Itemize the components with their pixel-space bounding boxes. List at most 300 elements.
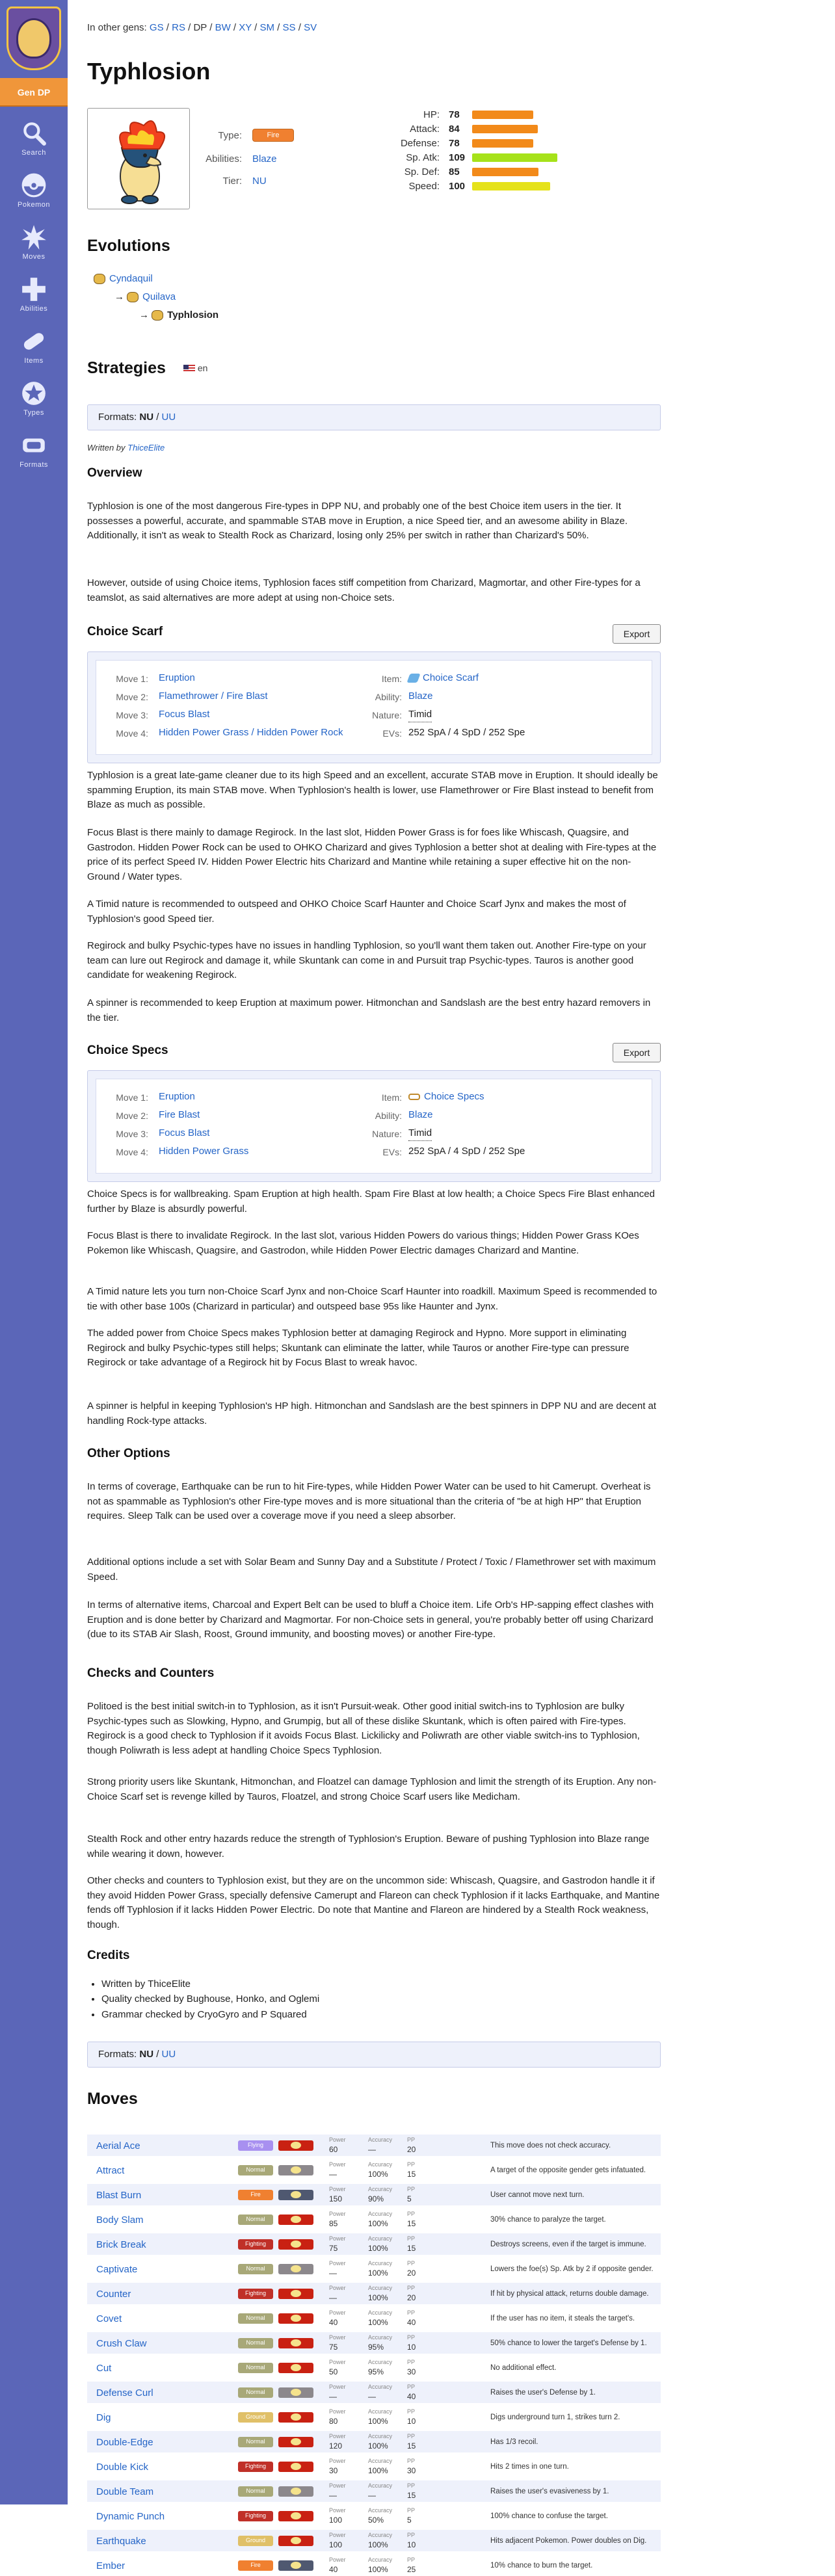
type-badge-fire[interactable]: Fire: [252, 129, 294, 142]
move-name[interactable]: Covet: [96, 2313, 122, 2324]
move-pp: 40: [407, 2392, 416, 2401]
move-accuracy: 100%: [368, 2268, 388, 2278]
move-power: 75: [329, 2244, 338, 2253]
move-pp: 15: [407, 2219, 416, 2228]
item-link[interactable]: Choice Specs: [424, 1091, 484, 1102]
move-category-icon: [278, 2437, 313, 2447]
format-uu[interactable]: UU: [161, 2049, 176, 2060]
accuracy-header: Accuracy: [368, 2309, 393, 2316]
checks-heading: Checks and Counters: [87, 1666, 215, 1680]
accuracy-header: Accuracy: [368, 2186, 393, 2192]
move-1-label: Move 1:: [116, 674, 148, 684]
nature-value[interactable]: Timid: [408, 707, 432, 722]
type-label: Type:: [218, 130, 242, 141]
language-code: en: [197, 363, 208, 373]
checks-p4: Other checks and counters to Typhlosion exist, but they are on the uncommon side: Whiscash, Quagsire, and Gastrodon handle it if they avoid Hidden Power Grass, specially defensive Camerupt and Flareon can check Typhlosion if it lacks Earthquake, and Mantine fends off Typhlosion if it lacks Hidden Power Electric. Do note that Mantine and Flareon are hindered by a Stealth Rock weakness, though.: [87, 1875, 660, 1930]
move-power: 30: [329, 2466, 338, 2475]
sidebar: [0, 0, 68, 2504]
power-header: Power: [329, 2433, 346, 2439]
move-description: Raises the user's Defense by 1.: [490, 2389, 596, 2397]
power-header: Power: [329, 2507, 346, 2514]
accuracy-header: Accuracy: [368, 2556, 393, 2563]
move-accuracy: 100%: [368, 2565, 388, 2574]
ability-link[interactable]: Blaze: [408, 690, 433, 702]
scarf-p2: Focus Blast is there mainly to damage Regirock. In the last slot, Hidden Power Grass is for foes like Whiscash, Quagsire, and Gastrodon. Hidden Power Rock can be used to OHKO Charizard and gives Typhlosion a better shot at dealing with Fire-types at the price of its perfect Speed IV. Hidden Power Electric hits Charizard and Mantine while retaining a super effective hit on the non-Ground / Water types.: [87, 827, 657, 882]
overview-p2: However, outside of using Choice items, Typhlosion faces stiff competition from Charizard, Magmortar, and other Fire-types for a teamslot, as said alternatives are more adept at using non-Choice sets.: [87, 577, 641, 603]
move-row[interactable]: [87, 2381, 661, 2403]
move-name[interactable]: Ember: [96, 2560, 126, 2571]
move-row[interactable]: [87, 2430, 661, 2452]
pokeball-icon: [20, 172, 47, 199]
move-category-icon: [278, 2338, 313, 2348]
credits-heading: Credits: [87, 1949, 130, 1962]
power-header: Power: [329, 2161, 346, 2168]
stat-value: 85: [449, 166, 460, 177]
move-category-icon: [278, 2165, 313, 2175]
nav-search[interactable]: [0, 113, 68, 165]
move-category-icon: [278, 2486, 313, 2497]
move-name[interactable]: Captivate: [96, 2264, 138, 2275]
stat-bar: [472, 168, 538, 176]
move-description: If hit by physical attack, returns double damage.: [490, 2290, 649, 2298]
move-category-icon: [278, 2536, 313, 2546]
gen-link-ss[interactable]: SS: [282, 22, 296, 33]
formats-label: Formats:: [98, 2049, 137, 2060]
move-pp: 5: [407, 2516, 412, 2525]
formats-label: Formats:: [98, 412, 137, 423]
export-button[interactable]: Export: [613, 624, 661, 644]
move-pp: 30: [407, 2367, 416, 2376]
author-link[interactable]: ThiceElite: [127, 443, 165, 453]
move-4-label: Move 4:: [116, 728, 148, 739]
pp-header: PP: [407, 2556, 416, 2563]
other-options-p3: In terms of alternative items, Charcoal and Expert Belt can be used to bluff a Choice item. Life Orb's HP-sapping effect clashes with Eruption and is done better by Charizard and Magmortar. For non-Choice sets in general, you're probably better off using Charizard (due to its STAB Air Slash, Roost, Ground immunity, and boosting moves) or another Fire-type.: [87, 1599, 654, 1640]
accuracy-header: Accuracy: [368, 2482, 393, 2489]
move-accuracy: 100%: [368, 2170, 388, 2179]
power-header: Power: [329, 2482, 346, 2489]
move-power: —: [329, 2293, 337, 2302]
move-pp: 10: [407, 2417, 416, 2426]
move-description: If the user has no item, it steals the target's.: [490, 2315, 635, 2322]
gen-link-gs[interactable]: GS: [149, 22, 164, 33]
move-description: Digs underground turn 1, strikes turn 2.: [490, 2413, 620, 2421]
specs-p5: A spinner is helpful in keeping Typhlosion's HP high. Hitmonchan and Sandslash are the best spinners in DPP NU and are decent at handling Rock-type attacks.: [87, 1400, 657, 1426]
move-row[interactable]: [87, 2529, 661, 2551]
set-choice-scarf-heading: Choice Scarf: [87, 625, 163, 638]
move-category-icon: [278, 2190, 313, 2200]
pp-header: PP: [407, 2136, 416, 2143]
gen-link-xy[interactable]: XY: [239, 22, 252, 33]
move-power: 40: [329, 2318, 338, 2327]
pp-header: PP: [407, 2532, 416, 2538]
move-description: Destroys screens, even if the target is immune.: [490, 2241, 646, 2248]
pp-header: PP: [407, 2384, 416, 2390]
other-options-heading: Other Options: [87, 1447, 170, 1460]
accuracy-header: Accuracy: [368, 2334, 393, 2341]
stat-bar: [472, 125, 538, 133]
move-accuracy: 100%: [368, 2441, 388, 2451]
format-nu[interactable]: NU: [139, 2049, 154, 2060]
move-accuracy: 100%: [368, 2318, 388, 2327]
tier-link[interactable]: NU: [252, 176, 267, 187]
typhlosion-mini-icon: [152, 310, 163, 321]
move-pp: 10: [407, 2343, 416, 2352]
nav-moves[interactable]: [0, 217, 68, 269]
power-header: Power: [329, 2384, 346, 2390]
power-header: Power: [329, 2458, 346, 2464]
move-row[interactable]: [87, 2480, 661, 2502]
stat-bar: [472, 111, 533, 119]
move-pp: 5: [407, 2194, 412, 2203]
move-type-badge[interactable]: Fire: [238, 2560, 273, 2571]
move-power: —: [329, 2170, 337, 2179]
power-header: Power: [329, 2285, 346, 2291]
move-4[interactable]: Hidden Power Grass / Hidden Power Rock: [159, 727, 343, 738]
move-pp: 25: [407, 2565, 416, 2574]
move-accuracy: 50%: [368, 2516, 384, 2525]
move-type-badge[interactable]: Ground: [238, 2536, 273, 2546]
move-type-badge[interactable]: Flying: [238, 2140, 273, 2151]
gen-link-bw[interactable]: BW: [215, 22, 231, 33]
accuracy-header: Accuracy: [368, 2285, 393, 2291]
move-category-icon: [278, 2363, 313, 2373]
evs-label: EVs:: [382, 1147, 402, 1157]
move-description: 100% chance to confuse the target.: [490, 2512, 608, 2520]
stat-bar: [472, 139, 533, 148]
move-accuracy: —: [368, 2491, 376, 2500]
accuracy-header: Accuracy: [368, 2235, 393, 2242]
move-accuracy: 100%: [368, 2417, 388, 2426]
power-header: Power: [329, 2532, 346, 2538]
move-category-icon: [278, 2289, 313, 2299]
move-row[interactable]: [87, 2282, 661, 2304]
pp-header: PP: [407, 2408, 416, 2415]
formats-box-top: Formats: NU / UU: [87, 404, 661, 430]
specs-p2: Focus Blast is there to invalidate Regirock. In the last slot, various Hidden Powers do various things; Hidden Power Grass KOes Pokemon like Whiscash, Quagsire, and Gastrodon, while Hidden Power Electric damages Charizard and Mantine.: [87, 1230, 639, 1256]
nav-formats[interactable]: [0, 425, 68, 477]
power-header: Power: [329, 2408, 346, 2415]
evo-row-1: [94, 272, 153, 286]
pp-header: PP: [407, 2235, 416, 2242]
scarf-icon: [406, 674, 420, 683]
move-category-icon: [278, 2560, 313, 2571]
gen-link-rs[interactable]: RS: [172, 22, 185, 33]
move-1[interactable]: Eruption: [159, 672, 195, 683]
move-1[interactable]: Eruption: [159, 1091, 195, 1102]
move-3[interactable]: Focus Blast: [159, 1127, 210, 1138]
nav-label: Pokemon: [18, 201, 50, 209]
move-name[interactable]: Dig: [96, 2412, 111, 2423]
move-type-badge[interactable]: Fighting: [238, 2462, 273, 2472]
move-power: 100: [329, 2540, 343, 2549]
evo-row-2: [114, 290, 176, 304]
specs-p3: A Timid nature lets you turn non-Choice Scarf Jynx and non-Choice Scarf Haunter into roadkill. Maximum Speed is recommended to tie with other base 100s (Charizard in particular) and outspeed base 95s like Haunter and Jynx.: [87, 1286, 657, 1312]
move-description: Lowers the foe(s) Sp. Atk by 2 if opposite gender.: [490, 2265, 654, 2273]
ability-label: Ability:: [375, 692, 402, 702]
move-row[interactable]: [87, 2134, 661, 2156]
specs-p4: The added power from Choice Specs makes Typhlosion better at damaging Regirock and Hypno. More support in eliminating Regirock and bulky Psychic-types still helps; Skuntank can eliminate the latter, while Tauros or another Fire-type can pressure Regirock or take advantage of a Regirock hit by Focus Blast to wreak havoc.: [87, 1328, 630, 1368]
move-description: No additional effect.: [490, 2364, 557, 2372]
set-choice-specs-heading: Choice Specs: [87, 1044, 168, 1057]
move-accuracy: 100%: [368, 2466, 388, 2475]
item-label: Item:: [381, 1092, 402, 1103]
move-type-badge[interactable]: Fighting: [238, 2289, 273, 2299]
move-category-icon: [278, 2412, 313, 2423]
evo-cyndaquil[interactable]: Cyndaquil: [109, 273, 153, 284]
move-type-badge[interactable]: Fighting: [238, 2511, 273, 2521]
power-header: Power: [329, 2556, 346, 2563]
pp-header: PP: [407, 2260, 416, 2267]
nav-label: Formats: [20, 461, 48, 469]
move-pp: 20: [407, 2293, 416, 2302]
move-name[interactable]: Counter: [96, 2289, 131, 2300]
accuracy-header: Accuracy: [368, 2359, 393, 2365]
accuracy-header: Accuracy: [368, 2507, 393, 2514]
pp-header: PP: [407, 2285, 416, 2291]
move-type-badge[interactable]: Ground: [238, 2412, 273, 2423]
move-accuracy: 100%: [368, 2293, 388, 2302]
pp-header: PP: [407, 2309, 416, 2316]
move-type-badge[interactable]: Normal: [238, 2387, 273, 2398]
language-selector[interactable]: [183, 361, 207, 375]
item-value: [408, 671, 479, 685]
pp-header: PP: [407, 2507, 416, 2514]
move-pp: 20: [407, 2268, 416, 2278]
move-name[interactable]: Blast Burn: [96, 2190, 142, 2201]
accuracy-header: Accuracy: [368, 2384, 393, 2390]
power-header: Power: [329, 2136, 346, 2143]
page-title: Typhlosion: [87, 58, 211, 85]
move-name[interactable]: Attract: [96, 2165, 125, 2176]
stat-bar: [472, 182, 550, 191]
power-header: Power: [329, 2334, 346, 2341]
checks-p3: Stealth Rock and other entry hazards reduce the strength of Typhlosion's Eruption. Beware of pushing Typhlosion into Blaze range while wearing it down, however.: [87, 1833, 650, 1860]
nature-label: Nature:: [372, 1129, 402, 1139]
move-description: Hits adjacent Pokemon. Power doubles on Dig.: [490, 2537, 647, 2545]
credit-item: • Grammar checked by CryoGyro and P Squared: [101, 2007, 319, 2022]
move-2-label: Move 2:: [116, 692, 148, 702]
move-2[interactable]: Fire Blast: [159, 1109, 200, 1120]
power-header: Power: [329, 2309, 346, 2316]
move-category-icon: [278, 2511, 313, 2521]
evo-typhlosion: Typhlosion: [167, 309, 219, 321]
nature-label: Nature:: [372, 710, 402, 720]
move-name[interactable]: Crush Claw: [96, 2338, 147, 2349]
move-name[interactable]: Defense Curl: [96, 2387, 153, 2399]
power-header: Power: [329, 2260, 346, 2267]
move-type-badge[interactable]: Normal: [238, 2363, 273, 2373]
move-type-badge[interactable]: Normal: [238, 2437, 273, 2447]
move-accuracy: 100%: [368, 2219, 388, 2228]
move-row[interactable]: [87, 2332, 661, 2354]
move-type-badge[interactable]: Fighting: [238, 2239, 273, 2250]
stat-label: Speed:: [408, 181, 440, 192]
move-description: User cannot move next turn.: [490, 2191, 585, 2199]
pp-header: PP: [407, 2433, 416, 2439]
move-row[interactable]: [87, 2504, 661, 2527]
move-description: 30% chance to paralyze the target.: [490, 2216, 606, 2224]
move-name[interactable]: Body Slam: [96, 2215, 144, 2226]
move-pp: 15: [407, 2244, 416, 2253]
evo-arrow: →: [139, 309, 149, 321]
move-type-badge[interactable]: Fire: [238, 2190, 273, 2200]
move-power: 40: [329, 2565, 338, 2574]
move-accuracy: 90%: [368, 2194, 384, 2203]
stat-value: 84: [449, 124, 460, 135]
move-category-icon: [278, 2215, 313, 2225]
credits-list: [101, 1977, 319, 2022]
checks-p1: Politoed is the best initial switch-in to Typhlosion, as it isn't Pursuit-weak. Other good initial switch-ins to Typhlosion are bulky Psychic-types such as Slowking, Hypno, and Grumpig, but all of these dislike Skuntank, which is often paired with Fire-types. Regirock is a good check to Typhlosion if it avoids Focus Blast. Lickilicky and Poliwrath are other viable switch-ins to Typhlosion, though Poliwrath is less adept at handling Choice Specs Typhlosion.: [87, 1701, 640, 1756]
format-nu[interactable]: NU: [139, 412, 154, 423]
overview-heading: Overview: [87, 466, 142, 480]
nature-value[interactable]: Timid: [408, 1126, 432, 1141]
accuracy-header: Accuracy: [368, 2211, 393, 2217]
move-accuracy: 95%: [368, 2367, 384, 2376]
move-row[interactable]: [87, 2554, 661, 2576]
stat-label: HP:: [423, 109, 440, 120]
move-4-label: Move 4:: [116, 1147, 148, 1157]
power-header: Power: [329, 2211, 346, 2217]
move-2-label: Move 2:: [116, 1111, 148, 1121]
nav-abilities[interactable]: [0, 269, 68, 321]
move-name[interactable]: Earthquake: [96, 2536, 146, 2547]
scarf-p5: A spinner is recommended to keep Eruption at maximum power. Hitmonchan and Sandslash are the best entry hazard removers in the tier.: [87, 997, 651, 1023]
move-name[interactable]: Brick Break: [96, 2239, 146, 2250]
gen-current: DP: [193, 22, 207, 33]
move-row[interactable]: [87, 2233, 661, 2255]
accuracy-header: Accuracy: [368, 2136, 393, 2143]
move-name[interactable]: Aerial Ace: [96, 2140, 140, 2151]
overview-p1: Typhlosion is one of the most dangerous Fire-types in DPP NU, and probably one of the best Choice item users in the tier. It possesses a powerful, accurate, and spammable STAB move in Eruption, a nice Speed tier, and an awesome ability in Blaze. Additionally, it isn't as weak to Stealth Rock as Charizard, losing only 25% per switch in rather than Charizard's 50%.: [87, 501, 628, 541]
evo-quilava[interactable]: Quilava: [142, 291, 176, 302]
evo-row-3: [139, 308, 219, 322]
move-type-badge[interactable]: Normal: [238, 2165, 273, 2175]
nav-types[interactable]: [0, 373, 68, 425]
tier-label: Tier:: [222, 176, 242, 187]
move-power: 85: [329, 2219, 338, 2228]
us-flag-icon: [183, 365, 195, 373]
move-accuracy: 100%: [368, 2540, 388, 2549]
move-category-icon: [278, 2387, 313, 2398]
accuracy-header: Accuracy: [368, 2161, 393, 2168]
move-4[interactable]: Hidden Power Grass: [159, 1146, 249, 1157]
burst-icon: [20, 224, 47, 251]
pp-header: PP: [407, 2161, 416, 2168]
move-name[interactable]: Double-Edge: [96, 2437, 153, 2448]
move-type-badge[interactable]: Normal: [238, 2215, 273, 2225]
ability-link[interactable]: Blaze: [408, 1109, 433, 1120]
move-row[interactable]: [87, 2307, 661, 2329]
move-category-icon: [278, 2239, 313, 2250]
move-row[interactable]: [87, 2183, 661, 2205]
controller-icon: [20, 432, 47, 459]
nav-label: Moves: [22, 253, 46, 261]
item-link[interactable]: Choice Scarf: [423, 672, 479, 683]
move-description: A target of the opposite gender gets infatuated.: [490, 2166, 646, 2174]
move-category-icon: [278, 2140, 313, 2151]
pp-header: PP: [407, 2334, 416, 2341]
move-2[interactable]: Flamethrower / Fire Blast: [159, 690, 268, 702]
power-header: Power: [329, 2235, 346, 2242]
strategies-heading: Strategies: [87, 359, 166, 377]
move-name[interactable]: Dynamic Punch: [96, 2511, 165, 2522]
move-description: Raises the user's evasiveness by 1.: [490, 2488, 609, 2495]
evo-arrow: →: [114, 291, 124, 302]
move-3[interactable]: Focus Blast: [159, 709, 210, 720]
move-name[interactable]: Double Kick: [96, 2462, 149, 2473]
move-row[interactable]: [87, 2406, 661, 2428]
pp-header: PP: [407, 2186, 416, 2192]
move-row[interactable]: [87, 2455, 661, 2477]
gen-link-sv[interactable]: SV: [304, 22, 317, 33]
export-button[interactable]: Export: [613, 1043, 661, 1062]
accuracy-header: Accuracy: [368, 2532, 393, 2538]
stat-value: 109: [449, 152, 466, 163]
item-label: Item:: [381, 674, 402, 684]
move-pp: 10: [407, 2540, 416, 2549]
move-row[interactable]: [87, 2257, 661, 2280]
move-type-badge[interactable]: Normal: [238, 2338, 273, 2348]
site-logo[interactable]: [7, 7, 61, 70]
gen-button-label: Gen DP: [17, 86, 51, 98]
move-pp: 15: [407, 2441, 416, 2451]
move-accuracy: 95%: [368, 2343, 384, 2352]
gen-button[interactable]: [0, 78, 68, 107]
pp-header: PP: [407, 2211, 416, 2217]
gen-link-sm[interactable]: SM: [259, 22, 275, 33]
move-power: —: [329, 2491, 337, 2500]
pp-header: PP: [407, 2458, 416, 2464]
move-type-badge[interactable]: Normal: [238, 2486, 273, 2497]
move-pp: 30: [407, 2466, 416, 2475]
move-name[interactable]: Double Team: [96, 2486, 154, 2497]
stat-label: Defense:: [400, 138, 440, 149]
evs-value: 252 SpA / 4 SpD / 252 Spe: [408, 727, 525, 738]
written-by: [87, 442, 165, 454]
move-power: 120: [329, 2441, 343, 2451]
move-pp: 15: [407, 2170, 416, 2179]
move-1-label: Move 1:: [116, 1092, 148, 1103]
move-type-badge[interactable]: Normal: [238, 2313, 273, 2324]
capsule-icon: [20, 328, 47, 355]
move-accuracy: —: [368, 2145, 376, 2154]
formats-box-bottom: Formats: NU / UU: [87, 2042, 661, 2068]
move-name[interactable]: Cut: [96, 2363, 112, 2374]
nav-label: Items: [24, 357, 44, 365]
move-type-badge[interactable]: Normal: [238, 2264, 273, 2274]
move-power: 50: [329, 2367, 338, 2376]
format-uu[interactable]: UU: [161, 412, 176, 423]
move-3-label: Move 3:: [116, 1129, 148, 1139]
nav-items[interactable]: [0, 321, 68, 373]
credit-item: • Written by ThiceElite: [101, 1977, 319, 1991]
move-power: —: [329, 2268, 337, 2278]
move-pp: 40: [407, 2318, 416, 2327]
power-header: Power: [329, 2186, 346, 2192]
move-row[interactable]: [87, 2159, 661, 2181]
move-row[interactable]: [87, 2356, 661, 2378]
power-header: Power: [329, 2359, 346, 2365]
checks-p2: Strong priority users like Skuntank, Hitmonchan, and Floatzel can damage Typhlosion and limit the strength of its Eruption. Any non-Choice Scarf set is revenge killed by Tauros, Floatzel, and strong Choice Scarf users like Medicham.: [87, 1776, 657, 1802]
move-description: Hits 2 times in one turn.: [490, 2463, 569, 2471]
stat-value: 78: [449, 138, 460, 149]
nav-pokemon[interactable]: [0, 165, 68, 217]
pp-header: PP: [407, 2482, 416, 2489]
ability-link[interactable]: Blaze: [252, 153, 277, 164]
move-power: 60: [329, 2145, 338, 2154]
move-row[interactable]: [87, 2208, 661, 2230]
stat-label: Attack:: [410, 124, 440, 135]
